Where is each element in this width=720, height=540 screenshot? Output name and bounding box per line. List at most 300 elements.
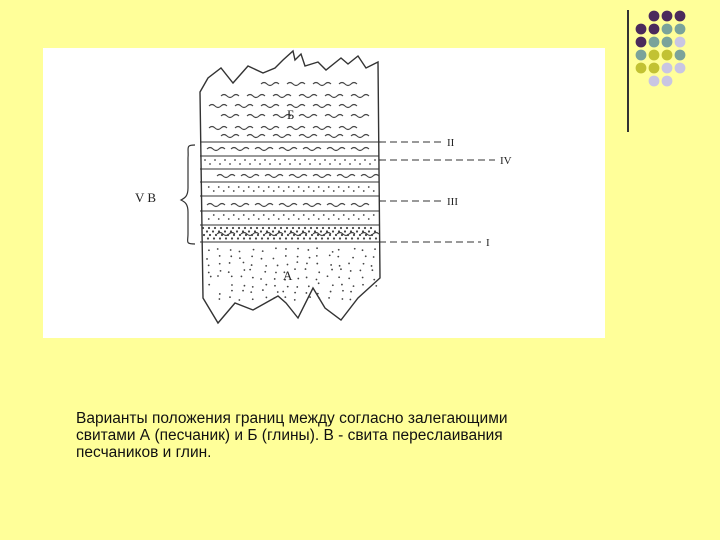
- layer-label-upper: Б: [287, 107, 295, 122]
- sand-dot: [244, 227, 246, 229]
- sand-dot: [332, 284, 334, 286]
- sand-dot: [230, 230, 232, 232]
- sand-dot: [283, 214, 285, 216]
- sand-dot: [307, 249, 309, 251]
- sand-dot: [219, 255, 221, 257]
- sand-dot: [373, 190, 375, 192]
- sand-dot: [262, 250, 264, 252]
- sand-dot: [252, 298, 254, 300]
- sand-dot: [243, 190, 245, 192]
- sand-dot: [323, 214, 325, 216]
- sand-dot: [275, 247, 277, 249]
- sand-dot: [294, 159, 296, 161]
- sand-dot: [243, 214, 245, 216]
- sand-dot: [254, 159, 256, 161]
- sand-dot: [374, 159, 376, 161]
- boundary-label-1: I: [486, 237, 490, 249]
- sand-dot: [357, 237, 359, 239]
- sand-dot: [212, 230, 214, 232]
- sand-dot: [228, 218, 230, 220]
- sand-dot: [369, 163, 371, 165]
- sand-dot: [335, 234, 337, 236]
- decor-dot: [662, 50, 673, 61]
- sand-dot: [369, 237, 371, 239]
- sand-dot: [374, 230, 376, 232]
- sand-dot: [218, 218, 220, 220]
- sand-dot: [285, 255, 287, 257]
- bracket: [181, 145, 195, 244]
- decor-dot: [675, 24, 686, 35]
- sand-dot: [368, 186, 370, 188]
- sand-dot: [293, 214, 295, 216]
- sand-dot: [272, 230, 274, 232]
- sand-dot: [249, 237, 251, 239]
- sand-dot: [219, 298, 221, 300]
- decor-dot: [662, 24, 673, 35]
- sand-dot: [371, 269, 373, 271]
- sand-dot: [232, 227, 234, 229]
- decor-dot: [636, 63, 647, 74]
- sand-dot: [328, 218, 330, 220]
- sand-dot: [218, 230, 220, 232]
- sand-dot: [343, 214, 345, 216]
- sand-dot: [350, 291, 352, 293]
- boundary-label-3: III: [447, 196, 458, 208]
- decor-dot: [649, 63, 660, 74]
- sand-dot: [250, 291, 252, 293]
- sand-dot: [283, 190, 285, 192]
- sand-dot: [359, 234, 361, 236]
- sand-dot: [221, 234, 223, 236]
- sand-dot: [340, 227, 342, 229]
- sand-dot: [239, 251, 241, 253]
- sand-dot: [231, 290, 233, 292]
- bracket-label: V В: [135, 190, 157, 205]
- sand-dot: [313, 214, 315, 216]
- sand-dot: [309, 163, 311, 165]
- sand-dot: [374, 248, 376, 250]
- sand-dot: [298, 218, 300, 220]
- sand-dot: [238, 186, 240, 188]
- sand-dot: [268, 218, 270, 220]
- sand-dot: [354, 248, 356, 250]
- sand-dot: [279, 237, 281, 239]
- sand-dot: [365, 255, 367, 257]
- sand-dot: [343, 190, 345, 192]
- sand-dot: [220, 227, 222, 229]
- sand-dot: [317, 234, 319, 236]
- sand-dot: [290, 230, 292, 232]
- sand-dot: [362, 277, 364, 279]
- sand-dot: [359, 270, 361, 272]
- sand-dot: [262, 289, 264, 291]
- decor-dot: [649, 76, 660, 87]
- decor-dot: [662, 76, 673, 87]
- sand-dot: [208, 227, 210, 229]
- sand-dot: [314, 230, 316, 232]
- sand-dot: [332, 230, 334, 232]
- decor-dot: [662, 37, 673, 48]
- sand-dot: [364, 227, 366, 229]
- sand-dot: [218, 186, 220, 188]
- sand-dot: [225, 237, 227, 239]
- sand-dot: [339, 237, 341, 239]
- decor-dot: [649, 11, 660, 22]
- decor-dot: [649, 50, 660, 61]
- sand-dot: [358, 227, 360, 229]
- figure-caption: [76, 410, 636, 461]
- sand-dot: [288, 186, 290, 188]
- sand-dot: [353, 234, 355, 236]
- sand-dot: [338, 230, 340, 232]
- sand-dot: [282, 291, 284, 293]
- sand-dot: [362, 249, 364, 251]
- sand-dot: [363, 263, 365, 265]
- sand-dot: [245, 234, 247, 236]
- decor-dot: [636, 50, 647, 61]
- sand-dot: [316, 255, 318, 257]
- sand-dot: [223, 190, 225, 192]
- sand-dot: [373, 214, 375, 216]
- sand-dot: [319, 163, 321, 165]
- sand-dot: [348, 218, 350, 220]
- sand-dot: [298, 186, 300, 188]
- sand-dot: [274, 227, 276, 229]
- sand-dot: [279, 163, 281, 165]
- sand-dot: [299, 163, 301, 165]
- sand-dot: [338, 249, 340, 251]
- sand-dot: [306, 277, 308, 279]
- decor-dot: [636, 24, 647, 35]
- sand-dot: [274, 285, 276, 287]
- sand-dot: [351, 237, 353, 239]
- sand-dot: [260, 230, 262, 232]
- sand-dot: [332, 251, 334, 253]
- sand-dot: [229, 296, 231, 298]
- sand-dot: [323, 234, 325, 236]
- sand-dot: [233, 234, 235, 236]
- sand-dot: [318, 297, 320, 299]
- sand-dot: [243, 269, 245, 271]
- sand-dot: [303, 214, 305, 216]
- sand-dot: [333, 214, 335, 216]
- sand-dot: [213, 190, 215, 192]
- sand-dot: [239, 234, 241, 236]
- sand-dot: [304, 227, 306, 229]
- sand-dot: [324, 159, 326, 161]
- sand-dot: [354, 159, 356, 161]
- sand-dot: [353, 285, 355, 287]
- sand-dot: [316, 247, 318, 249]
- sand-dot: [213, 237, 215, 239]
- sand-dot: [344, 230, 346, 232]
- sand-dot: [293, 234, 295, 236]
- sand-dot: [334, 159, 336, 161]
- sand-dot: [219, 237, 221, 239]
- layer-label-lower: А: [283, 268, 293, 283]
- sand-dot: [348, 186, 350, 188]
- sand-dot: [273, 190, 275, 192]
- sand-dot: [350, 230, 352, 232]
- sand-dot: [365, 234, 367, 236]
- sand-dot: [248, 230, 250, 232]
- sand-dot: [242, 290, 244, 292]
- sand-dot: [277, 265, 279, 267]
- sand-dot: [224, 230, 226, 232]
- sand-dot: [273, 258, 275, 260]
- sand-dot: [296, 261, 298, 263]
- sand-dot: [292, 227, 294, 229]
- sand-dot: [305, 268, 307, 270]
- sand-dot: [278, 230, 280, 232]
- sand-dot: [265, 284, 267, 286]
- sand-dot: [208, 218, 210, 220]
- sand-dot: [316, 227, 318, 229]
- sand-dot: [226, 227, 228, 229]
- sand-dot: [234, 159, 236, 161]
- sand-dot: [260, 278, 262, 280]
- sand-dot: [241, 276, 243, 278]
- sand-dot: [317, 293, 319, 295]
- sand-dot: [243, 262, 245, 264]
- sand-dot: [333, 190, 335, 192]
- sand-dot: [299, 234, 301, 236]
- sand-dot: [204, 159, 206, 161]
- sand-dot: [266, 297, 268, 299]
- sand-dot: [309, 257, 311, 259]
- sand-dot: [305, 234, 307, 236]
- sand-dot: [223, 214, 225, 216]
- sand-dot: [373, 279, 375, 281]
- sand-dot: [208, 284, 210, 286]
- sand-dot: [313, 190, 315, 192]
- sand-dot: [258, 218, 260, 220]
- sand-dot: [323, 190, 325, 192]
- sand-dot: [264, 271, 266, 273]
- sand-dot: [311, 234, 313, 236]
- sand-dot: [224, 159, 226, 161]
- sand-dot: [248, 218, 250, 220]
- sand-dot: [330, 264, 332, 266]
- sand-dot: [274, 297, 276, 299]
- sand-dot: [326, 230, 328, 232]
- sand-dot: [327, 237, 329, 239]
- sand-dot: [228, 271, 230, 273]
- sand-dot: [363, 237, 365, 239]
- sand-dot: [262, 227, 264, 229]
- sand-dot: [308, 285, 310, 287]
- sand-dot: [268, 186, 270, 188]
- sand-dot: [328, 297, 330, 299]
- sand-dot: [263, 214, 265, 216]
- sand-dot: [259, 163, 261, 165]
- sand-dot: [263, 190, 265, 192]
- sand-dot: [370, 227, 372, 229]
- sand-dot: [214, 227, 216, 229]
- decor-dot: [662, 63, 673, 74]
- sand-dot: [256, 227, 258, 229]
- sand-dot: [348, 278, 350, 280]
- sand-dot: [267, 237, 269, 239]
- sand-dot: [347, 234, 349, 236]
- sand-dot: [308, 230, 310, 232]
- sand-dot: [286, 227, 288, 229]
- sand-dot: [345, 237, 347, 239]
- sand-dot: [318, 282, 320, 284]
- sand-dot: [265, 265, 267, 267]
- sand-dot: [257, 234, 259, 236]
- sand-dot: [258, 186, 260, 188]
- sand-dot: [217, 248, 219, 250]
- sand-dot: [213, 214, 215, 216]
- decor-dot: [675, 37, 686, 48]
- sand-dot: [251, 264, 253, 266]
- sand-dot: [209, 234, 211, 236]
- sand-dot: [269, 234, 271, 236]
- sand-dot: [287, 286, 289, 288]
- sand-dot: [219, 293, 221, 295]
- sand-dot: [373, 256, 375, 258]
- decor-dot: [636, 37, 647, 48]
- sand-dot: [248, 186, 250, 188]
- sand-dot: [338, 276, 340, 278]
- sand-dot: [296, 230, 298, 232]
- sand-dot: [269, 163, 271, 165]
- sand-dot: [303, 237, 305, 239]
- sand-dot: [219, 263, 221, 265]
- sand-dot: [227, 234, 229, 236]
- sand-dot: [308, 218, 310, 220]
- sand-dot: [294, 299, 296, 301]
- sand-dot: [306, 263, 308, 265]
- sand-dot: [264, 159, 266, 161]
- sand-dot: [315, 237, 317, 239]
- sand-dot: [329, 163, 331, 165]
- sand-dot: [344, 159, 346, 161]
- sand-dot: [329, 234, 331, 236]
- decor-dot: [662, 11, 673, 22]
- sand-dot: [338, 186, 340, 188]
- sand-dot: [263, 234, 265, 236]
- sand-dot: [229, 262, 231, 264]
- sand-dot: [236, 230, 238, 232]
- sand-dot: [238, 299, 240, 301]
- sand-dot: [203, 234, 205, 236]
- sand-dot: [249, 163, 251, 165]
- sand-dot: [281, 234, 283, 236]
- sand-dot: [242, 230, 244, 232]
- sand-dot: [239, 163, 241, 165]
- sand-dot: [261, 258, 263, 260]
- sand-dot: [297, 237, 299, 239]
- sand-dot: [206, 258, 208, 260]
- sand-dot: [288, 218, 290, 220]
- boundary-indicators: [379, 142, 495, 242]
- sand-dot: [353, 190, 355, 192]
- sand-dot: [261, 237, 263, 239]
- sand-dot: [231, 237, 233, 239]
- sand-dot: [231, 275, 233, 277]
- sand-dot: [284, 230, 286, 232]
- sand-dot: [238, 227, 240, 229]
- sand-dot: [341, 298, 343, 300]
- sand-dot: [314, 159, 316, 161]
- sand-dot: [338, 218, 340, 220]
- sand-dot: [318, 271, 320, 273]
- sand-dot: [289, 163, 291, 165]
- sand-dot: [309, 237, 311, 239]
- decor-dot: [675, 11, 686, 22]
- sand-dot: [278, 218, 280, 220]
- sand-dot: [244, 159, 246, 161]
- sand-dot: [253, 190, 255, 192]
- sand-dot: [328, 227, 330, 229]
- sand-dot: [207, 237, 209, 239]
- sand-dot: [346, 227, 348, 229]
- sand-dot: [371, 234, 373, 236]
- sand-dot: [368, 230, 370, 232]
- sand-dot: [214, 159, 216, 161]
- sand-dot: [253, 214, 255, 216]
- sand-dot: [287, 264, 289, 266]
- sand-dot: [215, 234, 217, 236]
- sand-dot: [285, 237, 287, 239]
- sand-dot: [364, 159, 366, 161]
- sand-dot: [277, 291, 279, 293]
- sand-dot: [349, 299, 351, 301]
- sand-dot: [275, 272, 277, 274]
- sand-dot: [293, 190, 295, 192]
- sand-dot: [358, 218, 360, 220]
- sand-dot: [320, 230, 322, 232]
- sand-dot: [329, 254, 331, 256]
- decor-dot: [675, 63, 686, 74]
- sand-dot: [208, 249, 210, 251]
- sand-dot: [202, 227, 204, 229]
- sand-dot: [280, 227, 282, 229]
- sand-dot: [296, 286, 298, 288]
- sand-dot: [284, 159, 286, 161]
- sand-dot: [251, 256, 253, 258]
- sand-dot: [229, 163, 231, 165]
- sand-dot: [219, 163, 221, 165]
- sand-dot: [316, 279, 318, 281]
- sand-dot: [208, 264, 210, 266]
- sand-dot: [297, 278, 299, 280]
- boundary-label-4: IV: [500, 155, 512, 167]
- sand-dot: [285, 248, 287, 250]
- sand-dot: [294, 292, 296, 294]
- caption-line-1: Варианты положения границ между согласно залегающими: [76, 410, 508, 427]
- sand-dot: [274, 159, 276, 161]
- sand-dot: [316, 263, 318, 265]
- sand-dot: [243, 237, 245, 239]
- sand-dot: [298, 227, 300, 229]
- sand-dot: [334, 227, 336, 229]
- sand-dot: [278, 186, 280, 188]
- sand-dot: [358, 186, 360, 188]
- sand-dot: [322, 227, 324, 229]
- sand-dot: [352, 227, 354, 229]
- sand-dot: [337, 256, 339, 258]
- sand-dot: [294, 268, 296, 270]
- sand-dot: [273, 214, 275, 216]
- sand-dot: [353, 214, 355, 216]
- sand-dot: [238, 218, 240, 220]
- sand-dot: [371, 265, 373, 267]
- sand-dot: [303, 190, 305, 192]
- sand-dot: [228, 186, 230, 188]
